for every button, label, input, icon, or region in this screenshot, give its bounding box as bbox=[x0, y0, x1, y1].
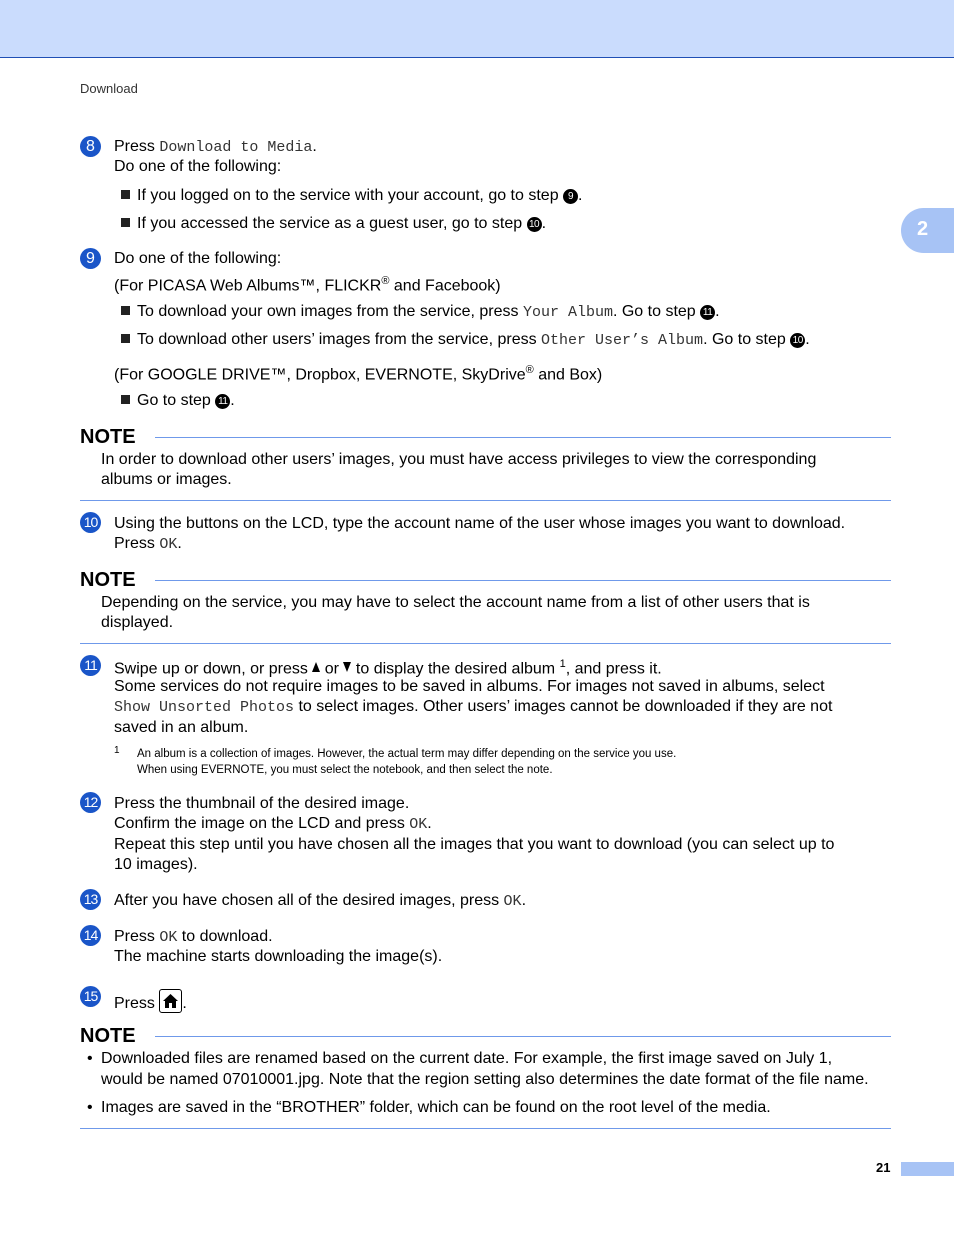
note-3-rule bbox=[155, 1036, 891, 1037]
lcd-ok: OK bbox=[503, 893, 522, 910]
note-2-title: NOTE bbox=[80, 569, 136, 591]
note-3-bullet-1-line-1: Downloaded files are renamed based on the current date. For example, the first image saved on July 1, bbox=[101, 1050, 833, 1067]
lcd-other-users-album: Other User’s Album bbox=[541, 332, 704, 349]
chapter-number: 2 bbox=[917, 218, 929, 240]
step-9-group-2: (For GOOGLE DRIVE™, Dropbox, EVERNOTE, SkyDrive® and Box) bbox=[114, 364, 603, 384]
step-14-line-1: Press OK to download. bbox=[114, 928, 273, 946]
step-11-line-4: saved in an album. bbox=[114, 719, 249, 736]
step-8-intro: Do one of the following: bbox=[114, 158, 282, 175]
step-10-marker: 10 bbox=[80, 512, 101, 533]
note-2-separator bbox=[80, 643, 891, 644]
note-2-line-1: Depending on the service, you may have to select the account name from a list of other users that is bbox=[101, 594, 810, 611]
step-9-bullet-3: Go to step 11 . bbox=[121, 392, 235, 410]
step-12-line-2: Confirm the image on the LCD and press OK. bbox=[114, 815, 432, 833]
step-9-group-1: (For PICASA Web Albums™, FLICKR® and Facebook) bbox=[114, 275, 501, 295]
step-12-marker: 12 bbox=[80, 792, 101, 813]
lcd-ok: OK bbox=[159, 536, 178, 553]
lcd-your-album: Your Album bbox=[522, 304, 613, 321]
step-9-marker: 9 bbox=[80, 248, 101, 269]
step-10-line-2: Press OK. bbox=[114, 535, 182, 553]
step-11-line-2: Some services do not require images to be saved in albums. For images not saved in albums, select bbox=[114, 678, 825, 695]
page-number-bar bbox=[901, 1162, 954, 1176]
lcd-ok: OK bbox=[159, 929, 178, 946]
step-15-marker: 15 bbox=[80, 986, 101, 1007]
footnote-ref: 1 bbox=[559, 658, 566, 670]
step-ref: 11 bbox=[700, 305, 715, 320]
step-8-line-1: Press Download to Media. bbox=[114, 138, 317, 156]
step-ref: 10 bbox=[790, 333, 805, 348]
lcd-ok: OK bbox=[409, 816, 428, 833]
note-3-title: NOTE bbox=[80, 1025, 136, 1047]
step-11-line-3: Show Unsorted Photos to select images. Other users’ images cannot be downloaded if they are not bbox=[114, 698, 833, 716]
header-band bbox=[0, 0, 954, 58]
note-1-separator bbox=[80, 500, 891, 501]
footnote-line-2: When using EVERNOTE, you must select the notebook, and then select the note. bbox=[137, 764, 553, 776]
note-3-bullet-1-line-2: would be named 07010001.jpg. Note that the region setting also determines the date format of the file name. bbox=[101, 1071, 869, 1088]
step-10-line-1: Using the buttons on the LCD, type the account name of the user whose images you want to download. bbox=[114, 515, 846, 532]
step-11-line-1: Swipe up or down, or press or to display the desired album $^1$, and press it. bbox=[114, 658, 662, 678]
step-13-marker: 13 bbox=[80, 889, 101, 910]
step-14-line-2: The machine starts downloading the image(s). bbox=[114, 948, 443, 965]
page-number: 21 bbox=[876, 1160, 891, 1175]
note-3-bullet-1-dot: • bbox=[87, 1050, 93, 1067]
step-15-line-1: Press . bbox=[114, 989, 187, 1013]
lcd-show-unsorted-photos: Show Unsorted Photos bbox=[114, 699, 295, 716]
note-2-line-2: displayed. bbox=[101, 614, 174, 631]
note-3-bullet-2-dot: • bbox=[87, 1099, 93, 1116]
lcd-download-to-media: Download to Media bbox=[159, 139, 313, 156]
note-1-title: NOTE bbox=[80, 426, 136, 448]
breadcrumb: Download bbox=[80, 81, 138, 96]
step-ref: 11 bbox=[215, 394, 230, 409]
step-12-line-1: Press the thumbnail of the desired image. bbox=[114, 795, 410, 812]
note-1-rule bbox=[155, 437, 891, 438]
step-8-bullet-2: If you accessed the service as a guest user, go to step 10 . bbox=[121, 215, 546, 233]
step-11-marker: 11 bbox=[80, 655, 101, 676]
home-icon bbox=[159, 989, 182, 1013]
note-3-separator bbox=[80, 1128, 891, 1129]
step-9-bullet-1: To download your own images from the service, press Your Album. Go to step 11 . bbox=[121, 303, 720, 321]
footnote-number: 1 bbox=[114, 745, 120, 756]
footnote-line-1: An album is a collection of images. However, the actual term may differ depending on the service you use. bbox=[137, 748, 677, 760]
step-14-marker: 14 bbox=[80, 925, 101, 946]
step-ref: 10 bbox=[527, 217, 542, 232]
step-9-bullet-2: To download other users’ images from the service, press Other User’s Album. Go to step 10 . bbox=[121, 331, 810, 349]
step-13-line-1: After you have chosen all of the desired images, press OK. bbox=[114, 892, 527, 910]
step-12-line-4: 10 images). bbox=[114, 856, 198, 873]
chapter-tab bbox=[901, 208, 954, 253]
step-8-marker: 8 bbox=[80, 136, 101, 157]
step-9-intro: Do one of the following: bbox=[114, 250, 282, 267]
note-1-line-1: In order to download other users’ images, you must have access privileges to view the corresponding bbox=[101, 451, 817, 468]
note-3-bullet-2: Images are saved in the “BROTHER” folder, which can be found on the root level of the media. bbox=[101, 1099, 771, 1116]
step-ref: 9 bbox=[563, 189, 578, 204]
step-8-bullet-1: If you logged on to the service with your account, go to step 9 . bbox=[121, 187, 582, 205]
step-12-line-3: Repeat this step until you have chosen all the images that you want to download (you can select up to bbox=[114, 836, 835, 853]
note-1-line-2: albums or images. bbox=[101, 471, 232, 488]
note-2-rule bbox=[155, 580, 891, 581]
